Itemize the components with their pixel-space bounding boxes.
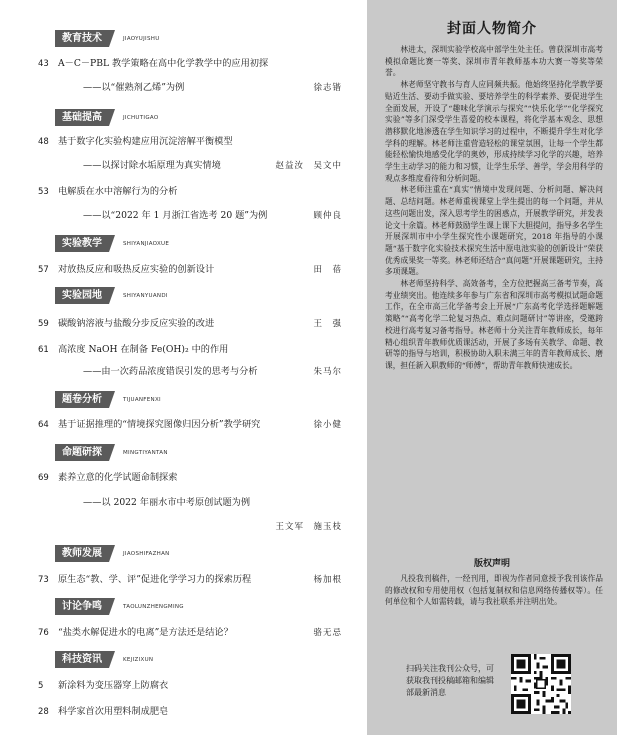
bio-paragraph: 林老师坚持科学、高效备考，全方位把握高三备考节奏，高考业绩突出。他连续多年参与广东省和深圳市高考模拟试题命题工作，在全市高三化学备考会上开展“广东高考化学选择题解题策略”“高考化学二轮复习热点、难点问题研讨”等讲座，受邀跨校进行高考复习备考指导。林老师十分关注青年教师成长，每年精心组织青年教师优质课活动，开展了多场有关教学、命题、教研等的指导与培训，积极协助入职未满三年的青年教师成长、磨课，担任新入职教师的“师傅”，帮助青年教师快速成长。 bbox=[385, 279, 603, 370]
toc-entry[interactable] bbox=[38, 344, 342, 380]
qr-code-icon[interactable] bbox=[511, 654, 571, 714]
section-header bbox=[55, 391, 161, 408]
section-pinyin: TAOLUNZHENGMING bbox=[123, 603, 184, 610]
article-author: 骆无忌 bbox=[313, 628, 342, 638]
article-author: 赵益汝 吴文中 bbox=[275, 161, 342, 171]
section-label: 科技资讯 bbox=[55, 651, 109, 668]
article-author: 顾仲良 bbox=[313, 211, 342, 221]
bio-paragraph: 林老师坚守教书与育人应同频共振。他始终坚持化学教学要贴近生活、要动手做实验、要培养学生的科学素养、要促进学生全面发展，开设了“趣味化学演示与探究”“快乐化学”“化学探究实验”等多门深受学生喜爱的校本课程，将化学基本观念、思想潜移默化地渗透在学生知识学习的过程中，不断提升学生对化学学科的理解。林老师注重营造轻松的课堂氛围，让每一个学生都能轻松愉快地感受化学的奥妙，形成持续学习化学的兴趣，培养学生主动学习的能力和习惯，让学生乐学、善学，学会用科学的观点多维度看待和分析问题。 bbox=[385, 80, 603, 183]
article-title: 高浓度 NaOH 在制备 Fe(OH)₂ 中的作用 bbox=[58, 344, 229, 355]
article-title: 素养立意的化学试题命制探索 bbox=[58, 472, 178, 483]
page-number: 5 bbox=[38, 681, 44, 691]
section-pinyin: SHIYANYUANDI bbox=[123, 292, 168, 299]
article-subtitle: ——以“2022 年 1 月浙江省选考 20 题”为例 bbox=[83, 210, 268, 221]
article-subtitle: ——以 2022 年丽水市中考原创试题为例 bbox=[83, 497, 251, 508]
toc-entry[interactable] bbox=[38, 136, 342, 172]
article-author: 徐小健 bbox=[313, 420, 342, 430]
toc-entry[interactable] bbox=[38, 706, 342, 720]
profile-title: 封面人物简介 bbox=[447, 21, 537, 37]
page-number: 73 bbox=[38, 575, 49, 585]
article-title: 对放热反应和吸热反应实验的创新设计 bbox=[58, 264, 215, 275]
article-title: 电解质在水中溶解行为的分析 bbox=[58, 186, 178, 197]
toc-entry[interactable] bbox=[38, 58, 342, 96]
section-pinyin: TIJUANFENXI bbox=[123, 396, 161, 403]
toc-entry[interactable] bbox=[38, 472, 342, 534]
section-header bbox=[55, 598, 184, 615]
section-header bbox=[55, 444, 168, 461]
toc-entry[interactable] bbox=[38, 318, 342, 332]
page-number: 61 bbox=[38, 345, 49, 355]
page-number: 64 bbox=[38, 420, 49, 430]
article-author: 田 蓓 bbox=[313, 265, 342, 275]
article-subtitle: ——以“催熟剂乙烯”为例 bbox=[83, 82, 185, 93]
article-subtitle: ——以探讨除水垢原理为真实情境 bbox=[83, 160, 221, 171]
article-author: 朱马尔 bbox=[313, 367, 342, 377]
bio-paragraph: 林进太，深圳实验学校高中部学生处主任。曾获深圳市高考模拟命题比赛一等奖、深圳市青年教师基本功大赛一等奖等荣誉。 bbox=[385, 45, 603, 78]
section-pinyin: SHIYANJIAOXUE bbox=[123, 240, 170, 247]
toc-entry[interactable] bbox=[38, 680, 342, 694]
copyright-title: 版权声明 bbox=[473, 559, 510, 569]
page-number: 43 bbox=[38, 59, 49, 69]
article-author: 王文军 施玉枝 bbox=[275, 522, 342, 532]
article-title: 基于数字化实验构建应用沉淀溶解平衡模型 bbox=[58, 136, 233, 147]
article-author: 王 强 bbox=[313, 319, 342, 329]
section-pinyin: KEJIZIXUN bbox=[123, 656, 154, 663]
section-label: 教育技术 bbox=[55, 30, 109, 47]
page-number: 28 bbox=[38, 707, 49, 717]
profile-bio bbox=[385, 44, 603, 372]
page-number: 53 bbox=[38, 187, 49, 197]
toc-entry[interactable] bbox=[38, 264, 342, 278]
section-label: 实验教学 bbox=[55, 235, 109, 252]
copyright-text: 凡投我刊稿件，一经刊用，即视为作者同意授予我刊该作品的修改权和专用使用权（包括复制权和信息网络传播权等）。任何单位和个人如需转载，请与我社联系并注明出处。 bbox=[385, 574, 603, 607]
article-title: 新涂料为变压器穿上防腐衣 bbox=[58, 680, 169, 691]
page-number: 57 bbox=[38, 265, 49, 275]
section-pinyin: JIAOSHIFAZHAN bbox=[123, 550, 170, 557]
article-title: “盐类水解促进水的电离”是方法还是结论？ bbox=[58, 627, 233, 638]
article-title: 原生态“教、学、评”促进化学学习力的探索历程 bbox=[58, 574, 252, 585]
toc-entry[interactable] bbox=[38, 419, 342, 433]
article-title: 科学家首次用塑料制成肥皂 bbox=[58, 706, 169, 717]
page-number: 76 bbox=[38, 628, 49, 638]
section-header bbox=[55, 287, 168, 304]
section-header bbox=[55, 109, 158, 126]
section-header bbox=[55, 545, 170, 562]
section-pinyin: MINGTIYANTAN bbox=[123, 449, 168, 456]
section-label: 实验园地 bbox=[55, 287, 109, 304]
section-pinyin: JIAOYUJISHU bbox=[123, 35, 160, 42]
section-pinyin: JICHUTIGAO bbox=[123, 114, 159, 121]
section-header bbox=[55, 651, 153, 668]
section-header bbox=[55, 30, 160, 47]
article-subtitle: ——由一次药品浓度错误引发的思考与分析 bbox=[83, 366, 258, 377]
section-label: 命题研探 bbox=[55, 444, 109, 461]
section-header bbox=[55, 235, 169, 252]
toc-entry[interactable] bbox=[38, 627, 342, 641]
scan-prompt: 扫码关注我刊公众号，可获取我刊投稿邮箱和编辑部最新消息 bbox=[406, 664, 494, 697]
article-title: 碳酸钠溶液与盐酸分步反应实验的改进 bbox=[58, 318, 215, 329]
section-label: 教师发展 bbox=[55, 545, 109, 562]
article-title: 基于证据推理的“情境探究图像归因分析”教学研究 bbox=[58, 419, 261, 430]
article-author: 徐志锴 bbox=[313, 83, 342, 93]
page-number: 69 bbox=[38, 473, 49, 483]
section-label: 基础提高 bbox=[55, 109, 109, 126]
page-number: 48 bbox=[38, 137, 49, 147]
section-label: 讨论争鸣 bbox=[55, 598, 109, 615]
toc-entry[interactable] bbox=[38, 186, 342, 222]
page-number: 59 bbox=[38, 319, 49, 329]
article-author: 杨加根 bbox=[313, 575, 342, 585]
section-label: 题卷分析 bbox=[55, 391, 109, 408]
toc-entry[interactable] bbox=[38, 574, 342, 588]
cover-profile-panel bbox=[367, 0, 617, 735]
bio-paragraph: 林老师注重在“真实”情境中发现问题、分析问题、解决问题、总结问题。林老师重视课堂上学生提出的每一个问题，并从这些问题出发，深入思考学生的困惑点，开展教学研究，并发表论文十余篇。林老师鼓励学生课上课下大胆提问，指导多名学生开展深圳市中小学生探究性小课题研究，2018 年指导的小课题“基于数字化实验技术探究生活中原电池实验的创新设计”荣获优秀成果奖一等奖。林老师还结合“真问题”开展课题研究，主持多项课题。 bbox=[385, 185, 603, 277]
article-title: A－C－PBL 教学策略在高中化学教学中的应用初探 bbox=[58, 58, 269, 69]
